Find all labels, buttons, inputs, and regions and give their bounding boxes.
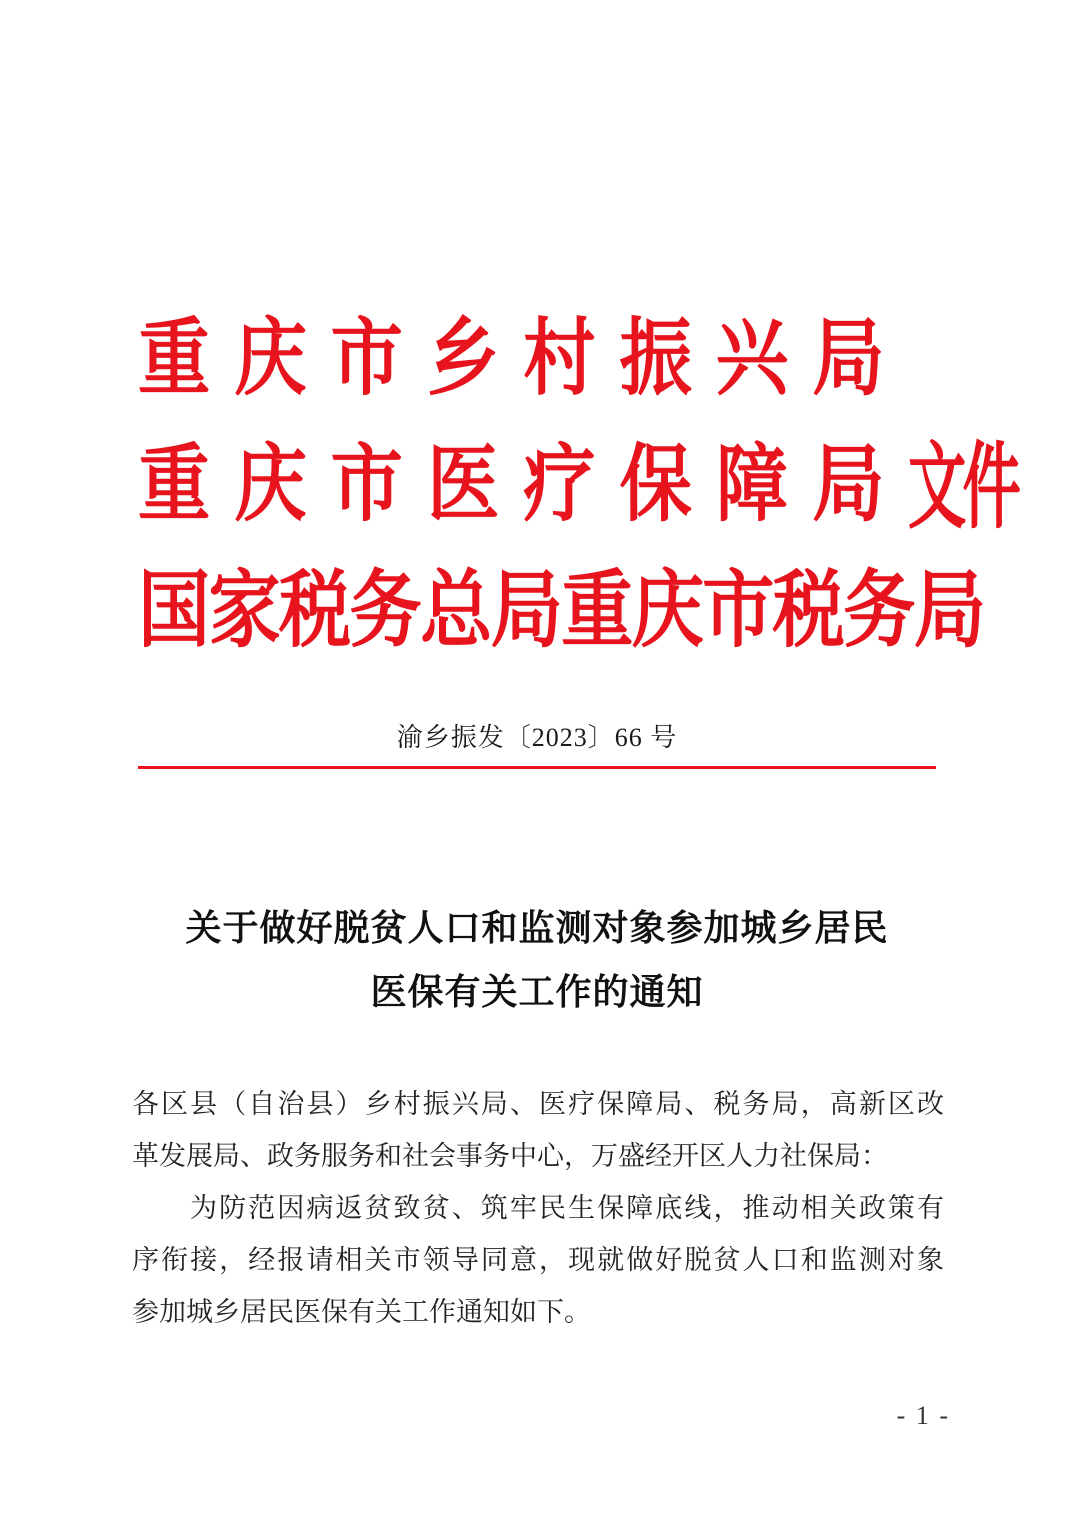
issuer-rural-revitalization-bureau: 重庆市乡村振兴局 (138, 308, 909, 407)
paragraph-line-3: 参加城乡居民医保有关工作通知如下。 (132, 1297, 591, 1328)
issuer-medical-security-bureau: 重庆市医疗保障局 (138, 434, 909, 533)
red-divider (138, 766, 936, 769)
issuer-tax-bureau: 国家税务总局重庆市税务局 (138, 560, 985, 659)
document-suffix: 文件 (908, 432, 1018, 542)
paragraph-line-2: 序衔接，经报请相关市领导同意，现就做好脱贫人口和监测对象 (132, 1245, 944, 1276)
addressee-line-1: 各区县（自治县）乡村振兴局、医疗保障局、税务局，高新区改 (132, 1089, 944, 1120)
document-number: 渝乡振发〔2023〕66 号 (396, 723, 678, 752)
addressee-line-2: 革发展局、政务服务和社会事务中心，万盛经开区人力社保局： (132, 1141, 888, 1172)
page-number: - 1 - (896, 1401, 950, 1430)
document-title-line-2: 医保有关工作的通知 (370, 971, 704, 1013)
paragraph-line-1: 为防范因病返贫致贫、筑牢民生保障底线，推动相关政策有 (190, 1193, 944, 1224)
document-title-line-1: 关于做好脱贫人口和监测对象参加城乡居民 (185, 907, 889, 949)
